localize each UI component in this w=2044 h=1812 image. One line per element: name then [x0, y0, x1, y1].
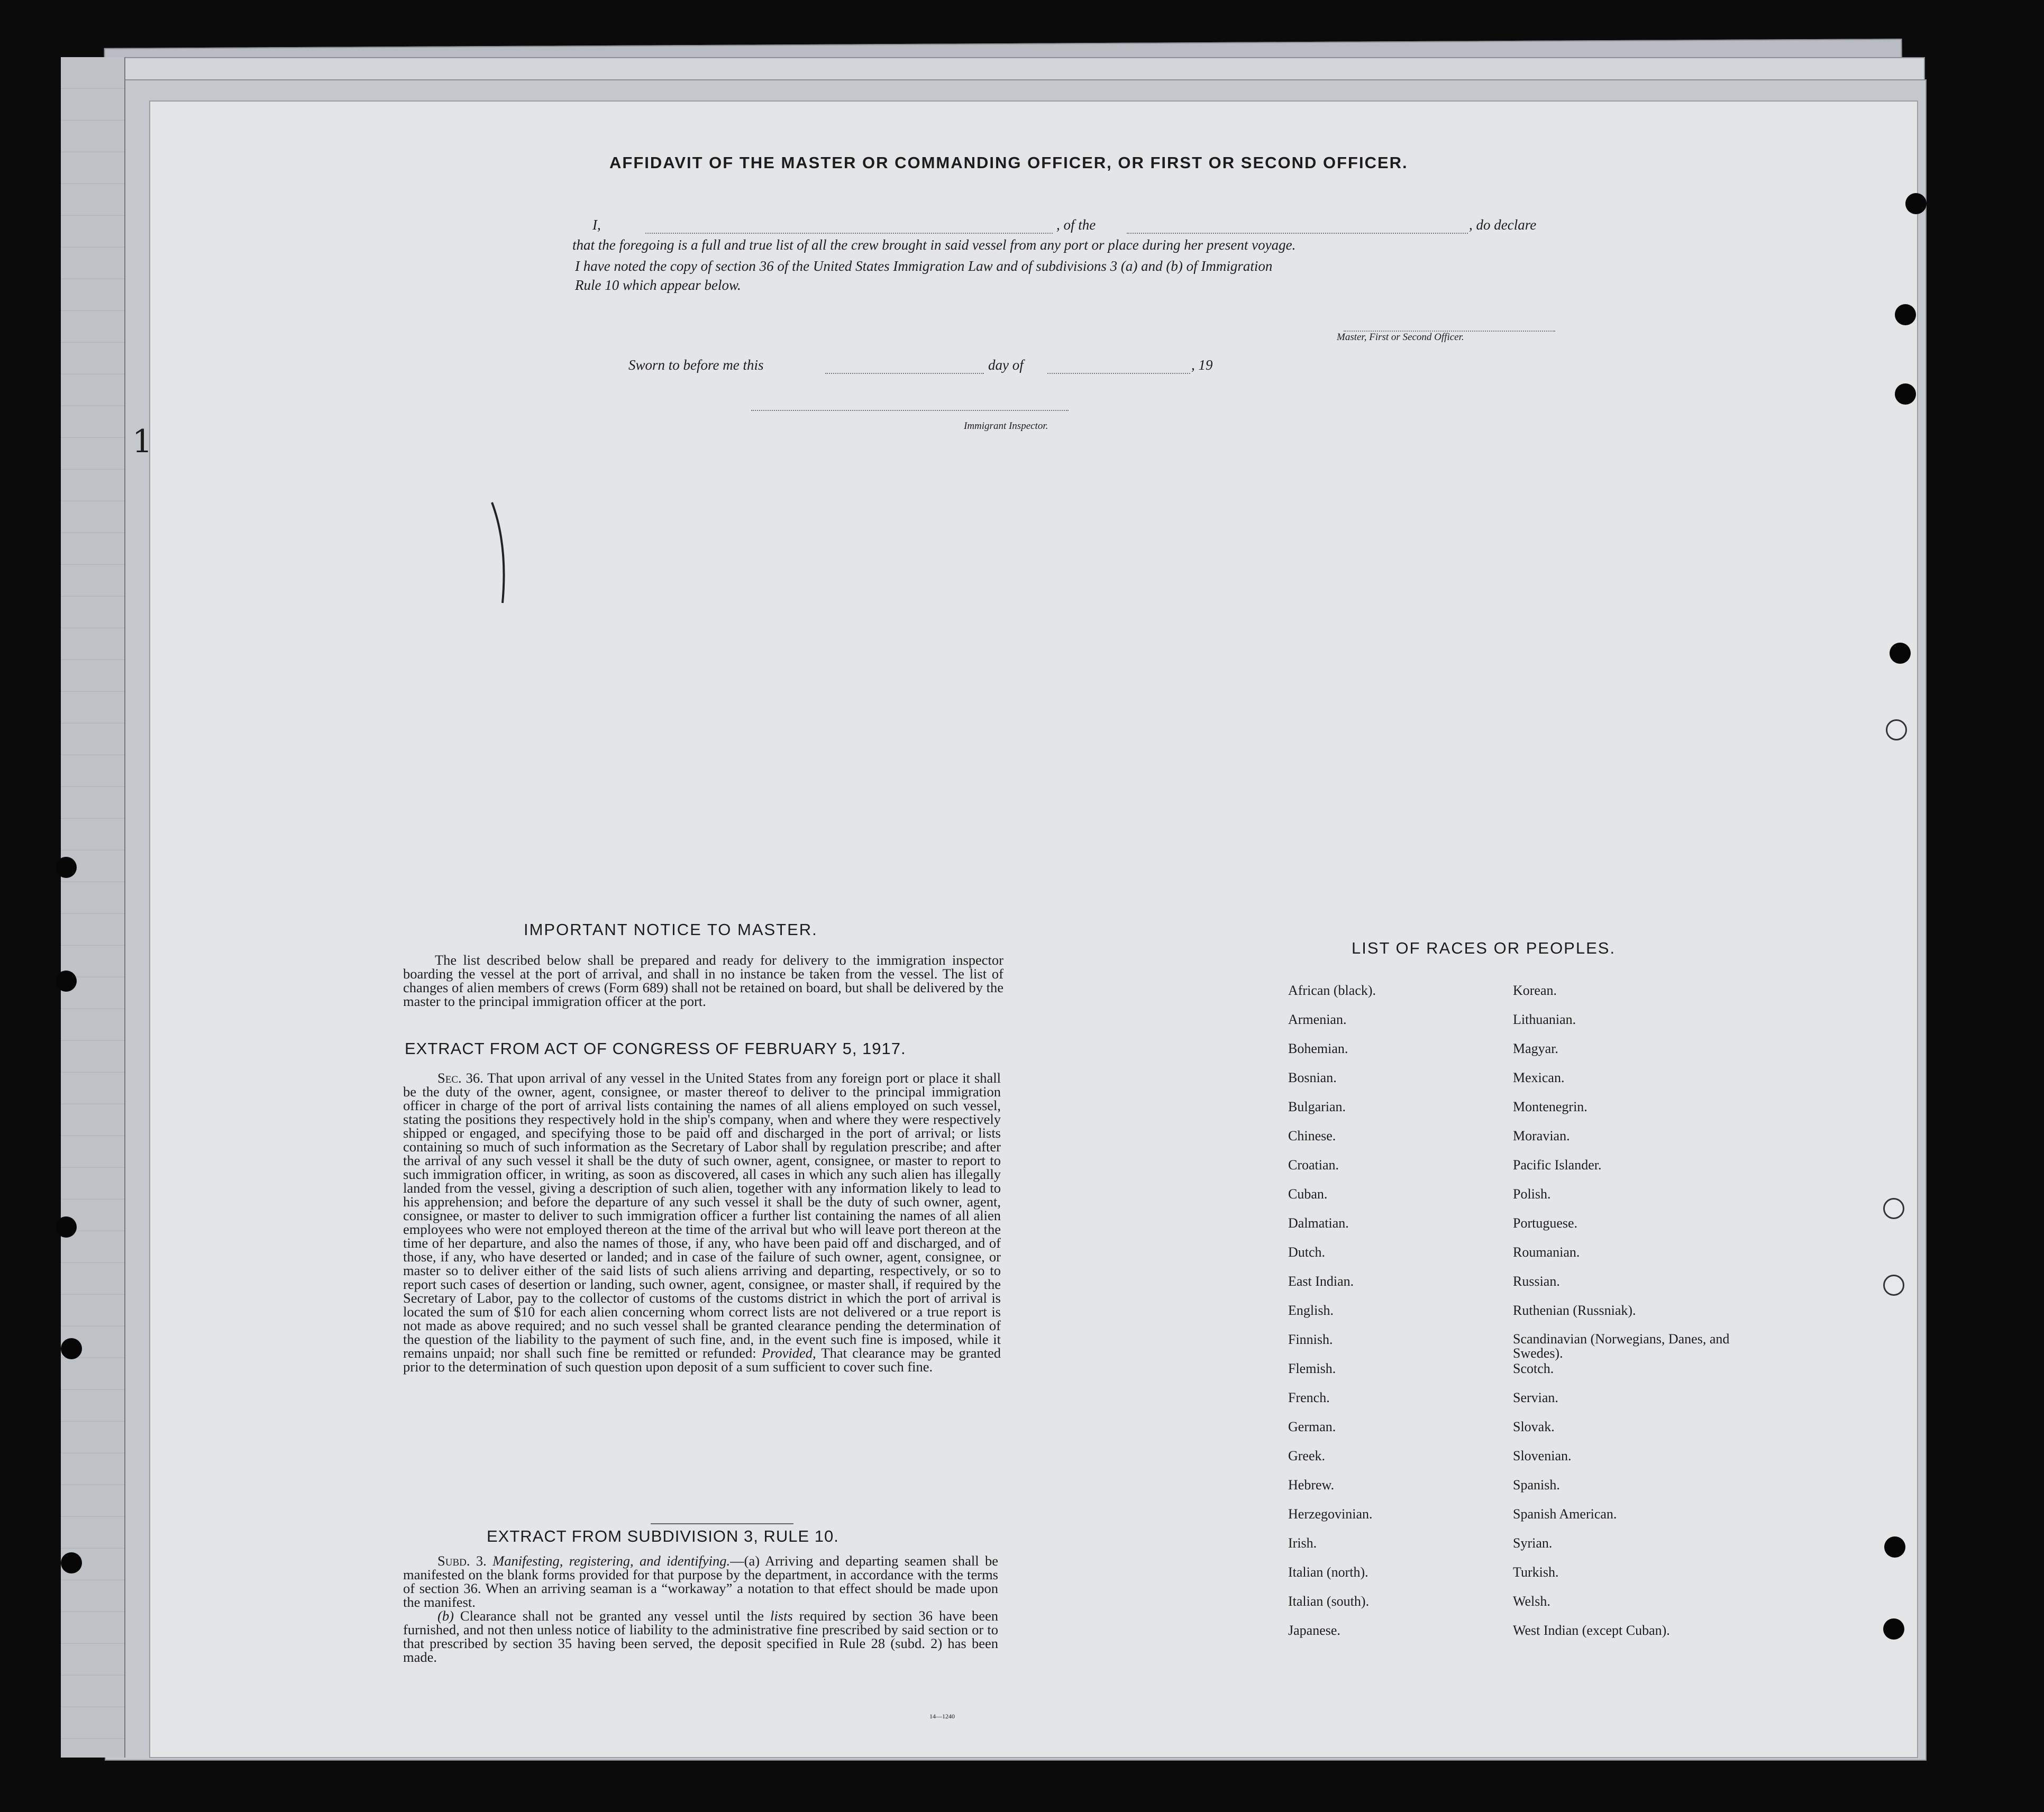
- race-item: Spanish.: [1513, 1477, 1560, 1493]
- name-blank[interactable]: [645, 233, 1053, 234]
- race-item: Bosnian.: [1288, 1070, 1337, 1085]
- race-item: Syrian.: [1513, 1535, 1553, 1551]
- race-item: German.: [1288, 1419, 1336, 1434]
- subd-text-b2: required by section 36 have been furnished, and not then unless notice of liability to the administrative fine prescribed by said section or to that prescribed by section 35 having been served, the deposit specified in Rule 28 (subd. 2) has been made.: [403, 1608, 999, 1665]
- month-blank[interactable]: [1047, 373, 1190, 374]
- binder-hole: [1895, 383, 1916, 405]
- binder-hole: [1884, 1536, 1905, 1558]
- subd-text-a: —(a) Arriving and departing seamen shall be manifested on the blank forms provided for that purpose by the department, in accordance with the terms of section 36. When an arriving seaman is a “workaway” a notation to that effect should be made upon the manifest.: [403, 1553, 998, 1610]
- race-item: Turkish.: [1513, 1564, 1559, 1580]
- race-item: Bulgarian.: [1288, 1099, 1346, 1114]
- race-item: Welsh.: [1513, 1594, 1550, 1609]
- race-item: English.: [1288, 1303, 1334, 1318]
- race-item: Slovak.: [1513, 1419, 1555, 1434]
- race-item: Spanish American.: [1513, 1506, 1617, 1522]
- affidavit-declare: , do declare: [1469, 217, 1537, 233]
- form-number: 14—1240: [929, 1713, 955, 1720]
- inspector-signature-blank[interactable]: [751, 410, 1069, 411]
- notice-text: The list described below shall be prepared and ready for delivery to the immigration inspector boarding the vessel at the port of arrival, and shall in no instance be taken from the vessel. The list of changes of alien members of crews (Form 689) shall not be retained on board, but shall be delivered by the master to the principal immigration officer at the port.: [403, 952, 1003, 1009]
- sworn-date-blank[interactable]: [825, 373, 984, 374]
- race-item: Ruthenian (Russniak).: [1513, 1303, 1636, 1318]
- extract-act-body: [403, 1071, 1001, 1374]
- affidavit-line3: I have noted the copy of section 36 of the United States Immigration Law and of subdivisions 3 (a) and (b) of Immigration: [575, 258, 1273, 274]
- race-item: Dutch.: [1288, 1244, 1326, 1260]
- race-item: Croatian.: [1288, 1157, 1339, 1173]
- extract-rule-title: EXTRACT FROM SUBDIVISION 3, RULE 10.: [487, 1527, 839, 1545]
- race-item: Japanese.: [1288, 1623, 1340, 1638]
- race-item: Lithuanian.: [1513, 1012, 1576, 1027]
- race-item: Chinese.: [1288, 1128, 1336, 1143]
- affidavit-of-the: , of the: [1056, 217, 1096, 233]
- race-item: Magyar.: [1513, 1041, 1558, 1056]
- subd-heading: Manifesting, registering, and identifying.: [492, 1553, 731, 1569]
- binder-hole: [1886, 719, 1907, 740]
- race-item: Dalmatian.: [1288, 1215, 1349, 1231]
- master-signature-label: Master, First or Second Officer.: [1337, 332, 1464, 343]
- race-item: Armenian.: [1288, 1012, 1347, 1027]
- binder-hole: [1890, 643, 1911, 664]
- race-item: Servian.: [1513, 1390, 1558, 1405]
- lists-word: lists: [770, 1608, 793, 1624]
- notice-title: IMPORTANT NOTICE TO MASTER.: [524, 920, 818, 939]
- sworn-text: Sworn to before me this: [628, 357, 764, 373]
- race-item: Roumanian.: [1513, 1244, 1580, 1260]
- inspector-label: Immigrant Inspector.: [964, 420, 1048, 432]
- binder-hole: [61, 1338, 82, 1359]
- races-title: LIST OF RACES OR PEOPLES.: [1352, 939, 1616, 957]
- race-item: West Indian (except Cuban).: [1513, 1623, 1670, 1638]
- race-item: Finnish.: [1288, 1332, 1333, 1347]
- race-item: Hebrew.: [1288, 1477, 1335, 1493]
- race-item: Herzegovinian.: [1288, 1506, 1373, 1522]
- affidavit-i: I,: [592, 217, 601, 233]
- race-item: Italian (north).: [1288, 1564, 1368, 1580]
- sec-label: Sec. 36.: [437, 1070, 483, 1086]
- race-item: Russian.: [1513, 1274, 1560, 1289]
- race-item: Flemish.: [1288, 1361, 1336, 1376]
- binder-hole: [1883, 1275, 1904, 1296]
- binder-hole: [56, 857, 77, 878]
- year-text: , 19: [1191, 357, 1213, 373]
- binder-hole: [56, 1216, 77, 1238]
- races-right-column: [1513, 983, 1735, 1652]
- extract-rule-body: [403, 1554, 998, 1664]
- binder-hole: [61, 1552, 82, 1573]
- subd-text-b1: Clearance shall not be granted any vessel until the: [460, 1608, 764, 1624]
- race-item: Mexican.: [1513, 1070, 1565, 1085]
- binder-hole: [1895, 304, 1916, 325]
- sec-text: That upon arrival of any vessel in the United States from any foreign port or place it shall be the duty of the owner, agent, consignee, or master thereof to deliver to the principal immigration officer in charge of the port of arrival lists containing the names of all aliens employed on such vessel, stating the positions they respectively hold in the ship's company, when and where they were respectively shipped or engaged, and specifying those to be paid off and discharged in the port of arrival; or lists containing so much of such information as the Secretary of Labor shall by regulation prescribe; and after the arrival of any such vessel it shall be the duty of such owner, agent, consignee, or master to report to such immigration officer, in writing, as soon as discovered, all cases in which any such alien has illegally landed from the vessel, giving a description of such alien, together with any information likely to lead to his apprehension; and before the departure of any such vessel it shall be the duty of such owner, agent, consignee, or master to deliver to such immigration officer a further list containing the names of all alien employees who were not employed thereon at the time of the arrival but who will leave port thereon at the time of her departure, and also the names of those, if any, who have been paid off and discharged, and of those, if any, who have deserted or landed; and in case of the failure of such owner, agent, consignee, or master so to deliver either of the said lists of such aliens arriving and departing, respectively, or so to report such cases of desertion or landing, such owner, agent, consignee, or master shall, if required by the Secretary of Labor, pay to the collector of customs of the customs district in which the port of arrival is located the sum of $10 for each alien concerning whom correct lists are not delivered or a true report is not made as above required; and no such vessel shall be granted clearance pending the determination of the question of the liability to the payment of such fine, and, in the event such fine is imposed, while it remains unpaid; nor shall such fine be remitted or refunded:: [403, 1070, 1001, 1361]
- race-item: African (black).: [1288, 983, 1376, 998]
- affidavit-line4: Rule 10 which appear below.: [575, 277, 741, 293]
- race-item: Korean.: [1513, 983, 1557, 998]
- binder-hole: [56, 971, 77, 992]
- margin-mark: 1: [132, 423, 153, 460]
- provided-word: Provided,: [761, 1345, 816, 1361]
- binder-edge: [61, 57, 125, 1758]
- race-item: East Indian.: [1288, 1274, 1354, 1289]
- race-item: Moravian.: [1513, 1128, 1570, 1143]
- affidavit-title: AFFIDAVIT OF THE MASTER OR COMMANDING OFFICER, OR FIRST OR SECOND OFFICER.: [609, 153, 1408, 172]
- extract-act-title: EXTRACT FROM ACT OF CONGRESS OF FEBRUARY 5, 1917.: [405, 1039, 906, 1058]
- race-item: Scotch.: [1513, 1361, 1554, 1376]
- b-label: (b): [437, 1608, 454, 1624]
- race-item: Bohemian.: [1288, 1041, 1348, 1056]
- race-item: Portuguese.: [1513, 1215, 1578, 1231]
- race-item: Slovenian.: [1513, 1448, 1572, 1463]
- race-item: Polish.: [1513, 1186, 1551, 1202]
- pen-stroke: [487, 497, 518, 614]
- binder-hole: [1905, 193, 1927, 214]
- race-item: Irish.: [1288, 1535, 1317, 1551]
- vessel-blank[interactable]: [1127, 233, 1468, 234]
- affidavit-line2: that the foregoing is a full and true list of all the crew brought in said vessel from any port or place during her present voyage.: [572, 237, 1296, 253]
- binder-hole: [1883, 1618, 1904, 1640]
- sec-text-end: That clearance may be granted prior to the determination of such question upon deposit of a sum sufficient to cover such fine.: [403, 1345, 1001, 1375]
- day-of-text: day of: [988, 357, 1024, 373]
- race-item: Cuban.: [1288, 1186, 1328, 1202]
- races-left-column: [1288, 983, 1376, 1652]
- race-item: Scandinavian (Norwegians, Danes, and Swedes).: [1513, 1331, 1730, 1361]
- race-item: Montenegrin.: [1513, 1099, 1587, 1114]
- divider: [651, 1523, 793, 1524]
- race-item: Italian (south).: [1288, 1594, 1370, 1609]
- race-item: French.: [1288, 1390, 1330, 1405]
- race-item: Pacific Islander.: [1513, 1157, 1602, 1173]
- subd-label: Subd. 3.: [437, 1553, 487, 1569]
- race-item: Greek.: [1288, 1448, 1326, 1463]
- binder-hole: [1883, 1198, 1904, 1219]
